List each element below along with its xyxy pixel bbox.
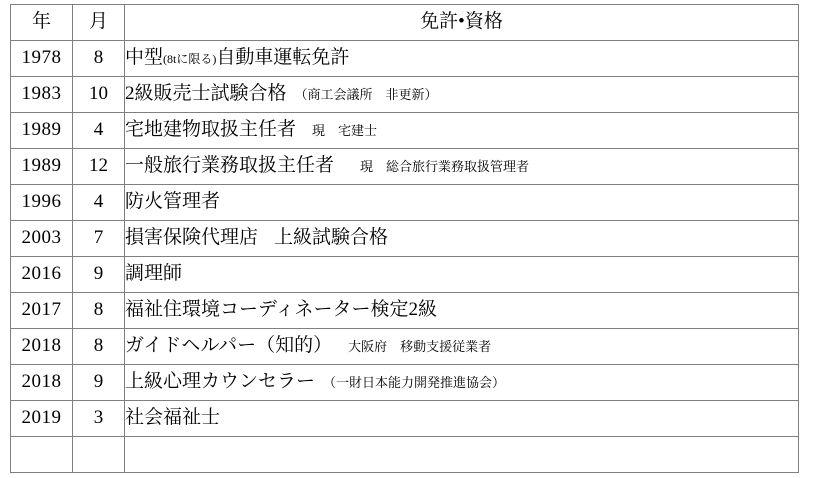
table-row: [11, 41, 799, 77]
table-row: [11, 185, 799, 221]
cell-month: 8: [73, 293, 125, 329]
cell-qualification: [125, 437, 799, 473]
qualification-main: 福祉住環境コーディネーター検定2級: [125, 299, 437, 321]
table-header-row: [11, 5, 799, 41]
cell-month: 8: [73, 329, 125, 365]
cell-qualification: [125, 329, 799, 365]
table-row: [11, 221, 799, 257]
cell-year: 1989: [11, 149, 73, 185]
cell-year: 1989: [11, 113, 73, 149]
cell-qualification: [125, 365, 799, 401]
cell-qualification: [125, 257, 799, 293]
column-header-year: 年: [11, 5, 73, 41]
qualification-tail: 自動車運転免許: [216, 47, 350, 69]
cell-qualification: [125, 221, 799, 257]
cell-year: 1983: [11, 77, 73, 113]
cell-year: 1978: [11, 41, 73, 77]
table-body: [11, 41, 799, 473]
qualification-main: 調理師: [125, 263, 183, 285]
cell-month: 10: [73, 77, 125, 113]
table-row: [11, 149, 799, 185]
column-header-month: 月: [73, 5, 125, 41]
cell-month: 9: [73, 365, 125, 401]
cell-month: 3: [73, 401, 125, 437]
table-row: [11, 365, 799, 401]
table-row: [11, 401, 799, 437]
cell-qualification: [125, 401, 799, 437]
cell-month: 7: [73, 221, 125, 257]
qualification-main: 防火管理者: [125, 191, 221, 213]
cell-year: 2003: [11, 221, 73, 257]
cell-qualification: [125, 293, 799, 329]
qualification-extra: 現 宅建士: [312, 123, 378, 139]
qualification-sheet: [0, 4, 840, 478]
cell-year: 2017: [11, 293, 73, 329]
qualification-main: 上級心理カウンセラー: [125, 371, 316, 393]
cell-month: 12: [73, 149, 125, 185]
qualification-main: 2級販売士試験合格: [125, 83, 287, 105]
table-row: [11, 77, 799, 113]
cell-qualification: [125, 149, 799, 185]
cell-qualification: [125, 77, 799, 113]
cell-month: 8: [73, 41, 125, 77]
cell-month: 4: [73, 113, 125, 149]
cell-year: 2018: [11, 329, 73, 365]
qualification-extra: 上級試験合格: [274, 227, 389, 249]
table-row-empty: [11, 437, 799, 473]
qualification-extra: 現 総合旅行業務取扱管理者: [360, 159, 530, 175]
cell-qualification: [125, 185, 799, 221]
qualification-main: 中型: [125, 47, 164, 69]
table-header: [11, 5, 799, 41]
cell-year: 2019: [11, 401, 73, 437]
qualification-main: 損害保険代理店: [125, 227, 259, 249]
qualification-extra: （一財日本能力開発推進協会）: [323, 375, 506, 391]
qualification-table: [10, 4, 799, 473]
qualification-extra: 大阪府 移動支援従業者: [348, 339, 492, 355]
cell-month: 9: [73, 257, 125, 293]
table-row: [11, 257, 799, 293]
qualification-main: 社会福祉士: [125, 407, 221, 429]
cell-month: 4: [73, 185, 125, 221]
table-row: [11, 113, 799, 149]
qualification-main: 一般旅行業務取扱主任者: [125, 155, 335, 177]
cell-year: 1996: [11, 185, 73, 221]
qualification-note: (8tに限る): [163, 52, 217, 67]
table-row: [11, 329, 799, 365]
qualification-main: ガイドヘルパー（知的）: [125, 335, 333, 357]
cell-qualification: [125, 41, 799, 77]
cell-year: 2016: [11, 257, 73, 293]
qualification-main: 宅地建物取扱主任者: [125, 119, 297, 141]
qualification-extra: （商工会議所 非更新）: [294, 87, 438, 103]
cell-month: [73, 437, 125, 473]
cell-year: [11, 437, 73, 473]
cell-qualification: [125, 113, 799, 149]
cell-year: 2018: [11, 365, 73, 401]
table-row: [11, 293, 799, 329]
column-header-qualification: 免許•資格: [125, 5, 799, 41]
